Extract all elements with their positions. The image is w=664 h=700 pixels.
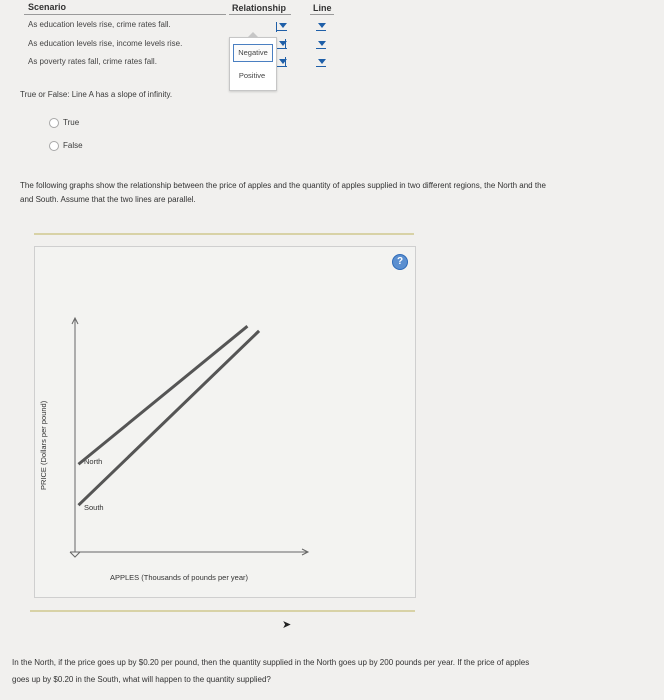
relationship-dropdown-1-bar: [276, 22, 277, 32]
relationship-dropdown-menu[interactable]: [229, 37, 277, 91]
scenario-row-1: As education levels rise, crime rates fall.: [28, 20, 171, 29]
relationship-dropdown-3-bar: [285, 57, 286, 67]
popup-pointer-icon: [248, 32, 258, 37]
header-rule-rel: [229, 14, 291, 15]
mouse-cursor-icon: ➤: [282, 619, 292, 631]
relationship-dropdown-1[interactable]: [277, 30, 287, 31]
header-scenario: Scenario: [28, 2, 67, 12]
intro-line-1: The following graphs show the relationship between the price of apples and the quantity of apples supplied in two different regions, the North and the: [20, 181, 546, 190]
help-icon[interactable]: ?: [392, 254, 408, 270]
y-axis-label: PRICE (Dollars per pound): [39, 400, 48, 490]
radio-false-label: False: [63, 141, 83, 150]
bottom-line-1: In the North, if the price goes up by $0.20 per pound, then the quantity supplied in the North goes up by 200 pounds per year. If the price of apples: [12, 658, 530, 667]
header-relationship: Relationship: [232, 3, 287, 13]
separator-top: [34, 233, 414, 235]
tf-question: True or False: Line A has a slope of infinity.: [20, 90, 173, 99]
radio-true-label: True: [63, 118, 80, 127]
bottom-line-2: goes up by $0.20 in the South, what will happen to the quantity supplied?: [12, 675, 271, 684]
line-dropdown-1-chevron-down-icon[interactable]: [318, 23, 326, 28]
x-axis-label: APPLES (Thousands of pounds per year): [110, 573, 248, 582]
relationship-dropdown-2-bar: [285, 39, 286, 49]
line-dropdown-3-chevron-down-icon[interactable]: [318, 59, 326, 64]
scenario-row-3: As poverty rates fall, crime rates fall.: [28, 57, 157, 66]
line-dropdown-2[interactable]: [316, 48, 326, 49]
header-rule: [24, 14, 226, 15]
line-dropdown-3[interactable]: [316, 66, 326, 67]
radio-true[interactable]: [49, 118, 59, 128]
separator-bottom: [30, 610, 415, 612]
relationship-dropdown-1-chevron-down-icon[interactable]: [279, 23, 287, 28]
dropdown-option-negative[interactable]: Negative: [233, 44, 273, 62]
graph-panel[interactable]: [34, 246, 416, 598]
header-line: Line: [313, 3, 332, 13]
intro-line-2: and South. Assume that the two lines are parallel.: [20, 195, 196, 204]
north-line-label: North: [84, 457, 103, 466]
radio-false[interactable]: [49, 141, 59, 151]
line-dropdown-2-chevron-down-icon[interactable]: [318, 41, 326, 46]
south-line-label: South: [84, 503, 104, 512]
scenario-row-2: As education levels rise, income levels rise.: [28, 39, 183, 48]
header-rule-line: [310, 14, 334, 15]
line-dropdown-1[interactable]: [316, 30, 326, 31]
dropdown-option-positive[interactable]: Positive: [238, 71, 266, 80]
